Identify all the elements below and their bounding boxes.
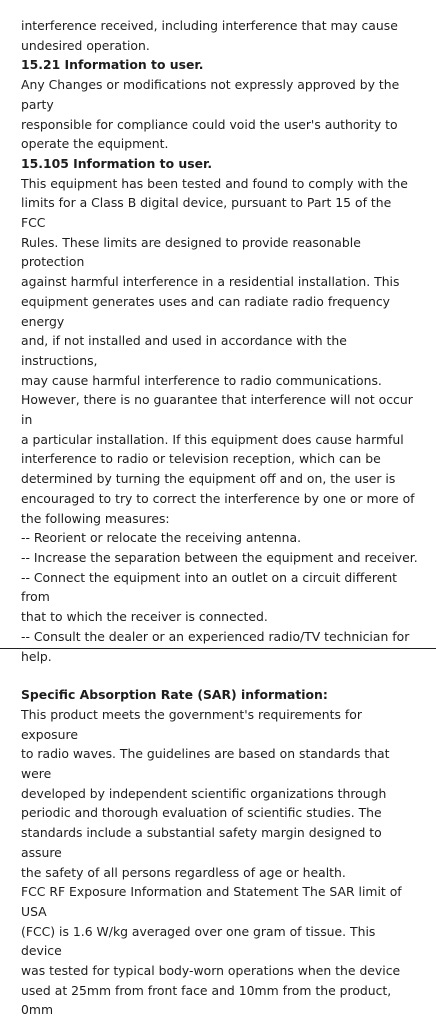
measure-item: help. (21, 648, 52, 664)
body-line: used at 25mm from front face and 10mm from the product, 0mm (21, 982, 392, 1018)
body-line: against harmful interference in a residential installation. This (21, 274, 400, 290)
body-line: to radio waves. The guidelines are based on standards that were (21, 746, 390, 782)
body-line: responsible for compliance could void the user's authority to (21, 116, 398, 132)
body-line: However, there is no guarantee that interference will not occur in (21, 392, 413, 428)
body-line: Any Changes or modifications not expressly approved by the party (21, 77, 400, 112)
section-spacer (21, 666, 419, 685)
fcc-15-21-section (21, 55, 419, 154)
section-heading: Specific Absorption Rate (SAR) information: (21, 687, 328, 703)
body-line: developed by independent scientific organizations through (21, 785, 387, 801)
body-line: interference to radio or television reception, which can be (21, 451, 381, 467)
body-line: (FCC) is 1.6 W/kg averaged over one gram of tissue. This device (21, 923, 376, 959)
body-line: was tested for typical body-worn operations when the device (21, 963, 401, 979)
intro-line: interference received, including interference that may cause (21, 18, 398, 33)
body-line: the safety of all persons regardless of age or health. (21, 864, 346, 880)
fcc-15-105-section (21, 154, 419, 666)
sar-section (21, 685, 419, 1020)
body-line: may cause harmful interference to radio communications. (21, 372, 382, 388)
intro-line: undesired operation. (21, 37, 150, 53)
section-heading: 15.105 Information to user. (21, 155, 213, 171)
body-line: This equipment has been tested and found to comply with the (21, 175, 408, 191)
body-line: the following measures: (21, 510, 170, 526)
measure-item: -- Increase the separation between the equipment and receiver. (21, 549, 418, 565)
body-line: standards include a substantial safety margin designed to assure (21, 825, 382, 860)
footer-divider (0, 648, 436, 649)
measure-item: -- Consult the dealer or an experienced radio/TV technician for (21, 628, 410, 644)
measure-item: that to which the receiver is connected. (21, 609, 268, 625)
intro-section (21, 16, 419, 55)
body-line: This product meets the government's requirements for exposure (21, 706, 362, 742)
body-line: FCC RF Exposure Information and Statement The SAR limit of USA (21, 884, 402, 919)
body-line: Rules. These limits are designed to provide reasonable protection (21, 234, 361, 270)
section-heading: 15.21 Information to user. (21, 57, 204, 73)
body-line: limits for a Class B digital device, pursuant to Part 15 of the FCC (21, 195, 392, 231)
body-line: equipment generates uses and can radiate radio frequency energy (21, 293, 390, 329)
measure-item: -- Reorient or relocate the receiving antenna. (21, 530, 302, 546)
document-page (21, 16, 419, 1020)
body-line: determined by turning the equipment off and on, the user is (21, 471, 396, 487)
body-line: periodic and thorough evaluation of scientific studies. The (21, 805, 382, 821)
body-line: encouraged to try to correct the interference by one or more of (21, 490, 415, 506)
body-line: operate the equipment. (21, 136, 169, 152)
body-line: a particular installation. If this equipment does cause harmful (21, 431, 404, 447)
body-line: and, if not installed and used in accordance with the instructions, (21, 333, 347, 368)
measure-item: -- Connect the equipment into an outlet on a circuit different from (21, 569, 398, 605)
